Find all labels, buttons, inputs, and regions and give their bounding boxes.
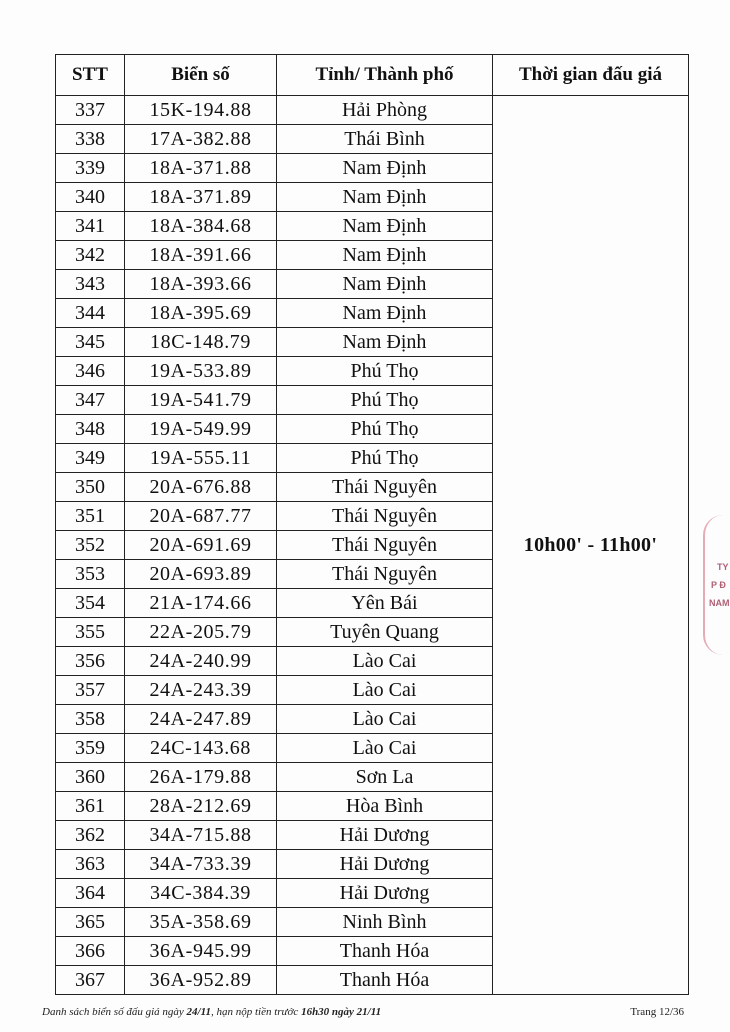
- row-province: Hải Dương: [277, 850, 493, 879]
- row-stt: 351: [56, 502, 125, 531]
- row-province: Phú Thọ: [277, 386, 493, 415]
- license-plate-table: [55, 54, 689, 995]
- row-plate-number: 17A-382.88: [125, 125, 277, 154]
- row-stt: 353: [56, 560, 125, 589]
- row-province: Thái Nguyên: [277, 473, 493, 502]
- row-stt: 346: [56, 357, 125, 386]
- row-stt: 343: [56, 270, 125, 299]
- stamp-text-3: NAM: [709, 598, 730, 608]
- row-province: Hải Dương: [277, 821, 493, 850]
- stamp-text-1: TY: [717, 562, 729, 572]
- row-plate-number: 34A-733.39: [125, 850, 277, 879]
- row-province: Lào Cai: [277, 647, 493, 676]
- row-plate-number: 19A-555.11: [125, 444, 277, 473]
- row-province: Lào Cai: [277, 734, 493, 763]
- row-plate-number: 18A-395.69: [125, 299, 277, 328]
- row-province: Ninh Bình: [277, 908, 493, 937]
- row-plate-number: 18C-148.79: [125, 328, 277, 357]
- footer-note: [42, 1006, 381, 1018]
- row-province: Thanh Hóa: [277, 937, 493, 966]
- row-plate-number: 28A-212.69: [125, 792, 277, 821]
- table-row: [56, 96, 689, 125]
- row-province: Thái Nguyên: [277, 560, 493, 589]
- page-number: Trang 12/36: [630, 1006, 684, 1018]
- row-province: Hải Phòng: [277, 96, 493, 125]
- row-plate-number: 19A-533.89: [125, 357, 277, 386]
- row-province: Sơn La: [277, 763, 493, 792]
- row-province: Nam Định: [277, 270, 493, 299]
- row-province: Hải Dương: [277, 879, 493, 908]
- row-province: Nam Định: [277, 299, 493, 328]
- auction-time-cell: 10h00' - 11h00': [493, 96, 689, 995]
- footer-mid: , hạn nộp tiền trước: [210, 1006, 302, 1018]
- row-plate-number: 15K-194.88: [125, 96, 277, 125]
- row-province: Phú Thọ: [277, 415, 493, 444]
- row-plate-number: 24A-240.99: [125, 647, 277, 676]
- table-body: [56, 96, 689, 995]
- row-province: Thanh Hóa: [277, 966, 493, 995]
- row-plate-number: 20A-691.69: [125, 531, 277, 560]
- header-province: Tỉnh/ Thành phố: [277, 55, 493, 96]
- footer-deadline: 16h30 ngày 21/11: [301, 1006, 382, 1018]
- row-stt: 362: [56, 821, 125, 850]
- row-stt: 358: [56, 705, 125, 734]
- row-stt: 341: [56, 212, 125, 241]
- row-plate-number: 24C-143.68: [125, 734, 277, 763]
- row-province: Nam Định: [277, 241, 493, 270]
- row-plate-number: 24A-247.89: [125, 705, 277, 734]
- row-stt: 365: [56, 908, 125, 937]
- row-plate-number: 20A-676.88: [125, 473, 277, 502]
- row-stt: 359: [56, 734, 125, 763]
- row-plate-number: 18A-393.66: [125, 270, 277, 299]
- row-stt: 352: [56, 531, 125, 560]
- row-province: Lào Cai: [277, 676, 493, 705]
- row-plate-number: 35A-358.69: [125, 908, 277, 937]
- row-plate-number: 18A-371.88: [125, 154, 277, 183]
- row-stt: 363: [56, 850, 125, 879]
- header-plate: Biển số: [125, 55, 277, 96]
- row-province: Thái Bình: [277, 125, 493, 154]
- row-stt: 364: [56, 879, 125, 908]
- row-province: Nam Định: [277, 183, 493, 212]
- stamp-text-2: P Đ: [711, 580, 726, 590]
- row-stt: 344: [56, 299, 125, 328]
- row-plate-number: 19A-541.79: [125, 386, 277, 415]
- row-plate-number: 20A-687.77: [125, 502, 277, 531]
- row-province: Yên Bái: [277, 589, 493, 618]
- row-plate-number: 36A-952.89: [125, 966, 277, 995]
- row-stt: 345: [56, 328, 125, 357]
- row-stt: 367: [56, 966, 125, 995]
- row-province: Phú Thọ: [277, 444, 493, 473]
- row-stt: 342: [56, 241, 125, 270]
- row-stt: 355: [56, 618, 125, 647]
- header-auction-time: Thời gian đấu giá: [493, 55, 689, 96]
- row-stt: 356: [56, 647, 125, 676]
- row-province: Nam Định: [277, 212, 493, 241]
- row-province: Nam Định: [277, 328, 493, 357]
- row-plate-number: 36A-945.99: [125, 937, 277, 966]
- row-plate-number: 18A-384.68: [125, 212, 277, 241]
- row-plate-number: 34A-715.88: [125, 821, 277, 850]
- row-plate-number: 22A-205.79: [125, 618, 277, 647]
- row-province: Hòa Bình: [277, 792, 493, 821]
- row-stt: 361: [56, 792, 125, 821]
- header-stt: STT: [56, 55, 125, 96]
- row-stt: 349: [56, 444, 125, 473]
- footer-prefix: Danh sách biển số đấu giá ngày: [42, 1006, 187, 1018]
- row-plate-number: 18A-391.66: [125, 241, 277, 270]
- row-plate-number: 26A-179.88: [125, 763, 277, 792]
- row-plate-number: 20A-693.89: [125, 560, 277, 589]
- row-plate-number: 19A-549.99: [125, 415, 277, 444]
- row-stt: 347: [56, 386, 125, 415]
- row-stt: 340: [56, 183, 125, 212]
- row-stt: 350: [56, 473, 125, 502]
- row-stt: 366: [56, 937, 125, 966]
- footer-auction-date: 24/11: [186, 1006, 211, 1018]
- row-province: Tuyên Quang: [277, 618, 493, 647]
- row-province: Thái Nguyên: [277, 502, 493, 531]
- row-province: Thái Nguyên: [277, 531, 493, 560]
- row-plate-number: 18A-371.89: [125, 183, 277, 212]
- row-stt: 348: [56, 415, 125, 444]
- row-stt: 339: [56, 154, 125, 183]
- table-header-row: [56, 55, 689, 96]
- row-plate-number: 34C-384.39: [125, 879, 277, 908]
- row-plate-number: 24A-243.39: [125, 676, 277, 705]
- row-stt: 354: [56, 589, 125, 618]
- row-plate-number: 21A-174.66: [125, 589, 277, 618]
- row-province: Phú Thọ: [277, 357, 493, 386]
- row-stt: 337: [56, 96, 125, 125]
- row-stt: 360: [56, 763, 125, 792]
- row-stt: 338: [56, 125, 125, 154]
- row-province: Lào Cai: [277, 705, 493, 734]
- row-province: Nam Định: [277, 154, 493, 183]
- row-stt: 357: [56, 676, 125, 705]
